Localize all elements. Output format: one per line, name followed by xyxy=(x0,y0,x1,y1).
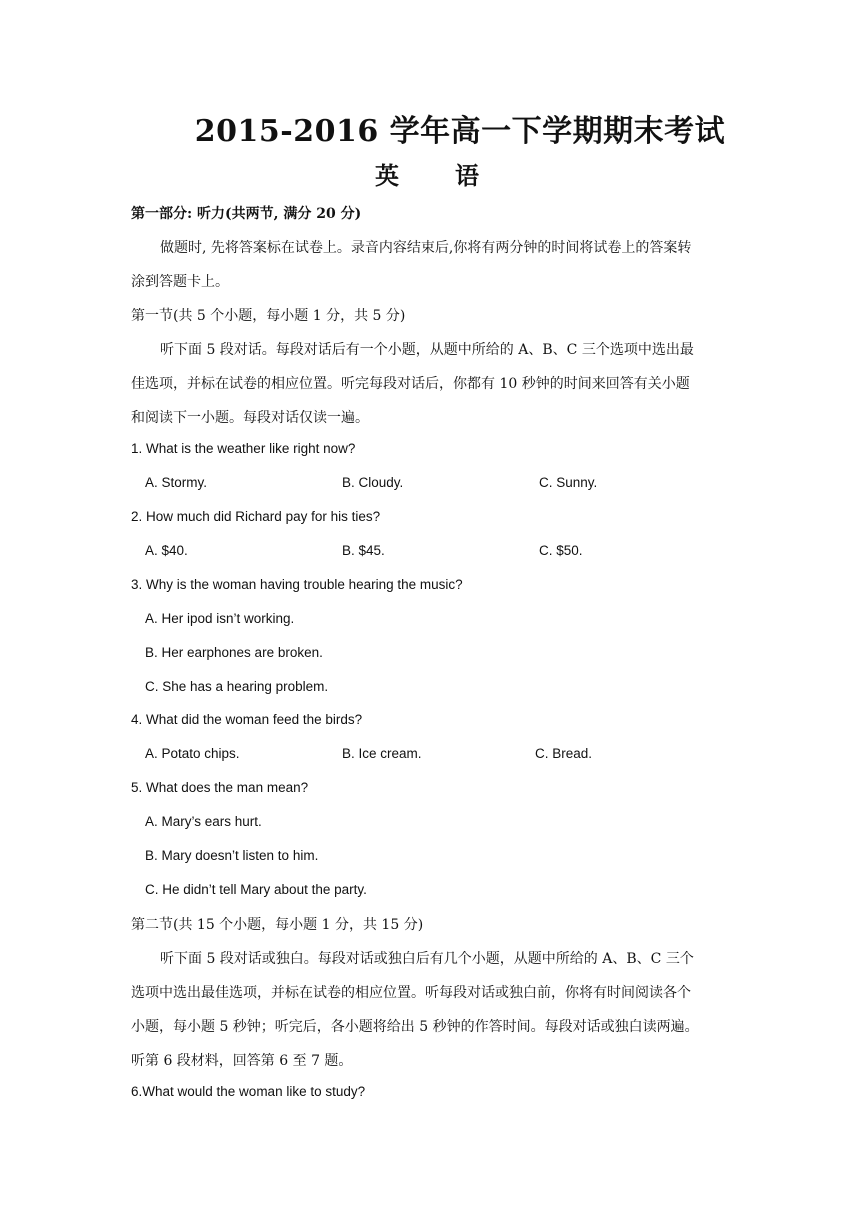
section1-instr-line-2: 佳选项，并标在试卷的相应位置。听完每段对话后，你都有 10 秒钟的时间来回答有关小题 xyxy=(131,376,690,392)
question-5: 5. What does the man mean? xyxy=(131,780,309,795)
question-1: 1. What is the weather like right now? xyxy=(131,441,356,456)
question-3-option-b: B. Her earphones are broken. xyxy=(145,645,323,660)
page-title: 2015-2016 学年高一下学期期末考试 xyxy=(194,114,726,149)
question-2-option-c: C. $50. xyxy=(539,543,583,558)
question-4-option-c: C. Bread. xyxy=(535,746,593,761)
question-3-option-a: A. Her ipod isn’t working. xyxy=(145,611,295,626)
question-1-option-a: A. Stormy. xyxy=(145,475,208,490)
question-2-option-a: A. $40. xyxy=(145,543,188,558)
question-4: 4. What did the woman feed the birds? xyxy=(131,712,363,727)
part1-heading: 第一部分: 听力(共两节, 满分 20 分) xyxy=(131,206,362,222)
section2-instr-line-2: 选项中选出最佳选项，并标在试卷的相应位置。听每段对话或独白前，你将有时间阅读各个 xyxy=(131,985,691,1001)
question-4-option-b: B. Ice cream. xyxy=(342,746,422,761)
question-6: 6.What would the woman like to study? xyxy=(131,1084,366,1099)
part1-intro-line-1: 做题时, 先将答案标在试卷上。录音内容结束后,你将有两分钟的时间将试卷上的答案转 xyxy=(160,240,692,256)
subject-title: 英 语 xyxy=(375,161,495,190)
question-2: 2. How much did Richard pay for his ties? xyxy=(131,509,381,524)
question-2-option-b: B. $45. xyxy=(342,543,385,558)
question-3: 3. Why is the woman having trouble hearing the music? xyxy=(131,577,463,592)
question-1-option-b: B. Cloudy. xyxy=(342,475,404,490)
section2-instr-line-4: 听第 6 段材料，回答第 6 至 7 题。 xyxy=(131,1053,353,1069)
part1-intro-line-2: 涂到答题卡上。 xyxy=(131,274,229,290)
question-4-option-a: A. Potato chips. xyxy=(145,746,240,761)
section1-instr-line-1: 听下面 5 段对话。每段对话后有一个小题，从题中所给的 A、B、C 三个选项中选出最 xyxy=(160,342,694,358)
question-1-option-c: C. Sunny. xyxy=(539,475,598,490)
section1-heading: 第一节(共 5 个小题，每小题 1 分，共 5 分) xyxy=(131,308,406,324)
question-5-option-c: C. He didn’t tell Mary about the party. xyxy=(145,882,367,897)
section2-heading: 第二节(共 15 个小题，每小题 1 分，共 15 分) xyxy=(131,917,424,933)
question-5-option-b: B. Mary doesn’t listen to him. xyxy=(145,848,319,863)
question-5-option-a: A. Mary’s ears hurt. xyxy=(145,814,262,829)
section1-instr-line-3: 和阅读下一小题。每段对话仅读一遍。 xyxy=(131,410,369,426)
section2-instr-line-3: 小题，每小题 5 秒钟；听完后，各小题将给出 5 秒钟的作答时间。每段对话或独白读两遍。 xyxy=(131,1019,699,1035)
question-3-option-c: C. She has a hearing problem. xyxy=(145,679,329,694)
section2-instr-line-1: 听下面 5 段对话或独白。每段对话或独白后有几个小题，从题中所给的 A、B、C 三个 xyxy=(160,951,694,967)
